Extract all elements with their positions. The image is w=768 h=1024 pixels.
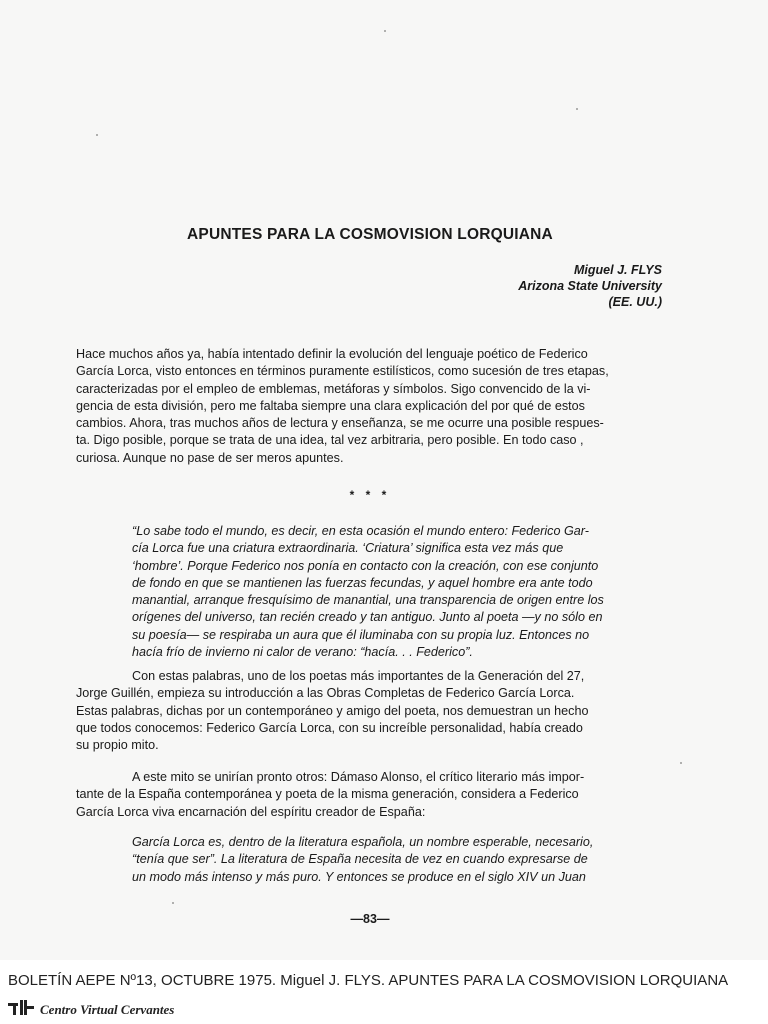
footer-text: Centro Virtual Cervantes (40, 1002, 175, 1017)
text-line: caracterizadas por el empleo de emblemas, metáforas y símbolos. Sigo convencido de la vi- (76, 381, 591, 396)
text-line: ta. Digo posible, porque se trata de una idea, tal vez arbitraria, pero posible. En todo caso , (76, 433, 584, 448)
intro-paragraph (76, 346, 664, 467)
text-line: que todos conocemos: Federico García Lorca, con su increíble personalidad, había creado (76, 720, 583, 735)
footer-brand[interactable] (8, 1000, 174, 1020)
scan-speck (680, 762, 682, 764)
cervantes-logo-icon (8, 1000, 34, 1021)
scan-speck (96, 134, 98, 136)
text-line: manantial, arranque fresquísimo de manantial, una transparencia de origen entre los (132, 593, 604, 608)
text-line: hacía frío de invierno ni calor de verano: “hacía. . . Federico”. (132, 645, 473, 660)
text-line: “tenía que ser”. La literatura de España necesita de vez en cuando expresarse de (132, 852, 588, 867)
scan-speck (384, 30, 386, 32)
text-line: gencia de esta división, pero me faltaba siempre una clara explicación del por qué de estos (76, 398, 585, 413)
text-line: García Lorca, visto entonces en términos puramente estilísticos, como sucesión de tres etapas, (76, 364, 609, 379)
author-affiliation: Arizona State University (518, 279, 662, 293)
text-line: A este mito se unirían pronto otros: Dámaso Alonso, el crítico literario más impor- (132, 770, 585, 784)
author-name: Miguel J. FLYS (574, 263, 662, 277)
paragraph-guillen (76, 668, 664, 754)
text-line: orígenes del universo, tan recién creado y tan antiguo. Junto al poeta —y no sólo en (132, 610, 603, 625)
text-line: tante de la España contemporánea y poeta de la misma generación, considera a Federico (76, 787, 579, 802)
text-line: Jorge Guillén, empieza su introducción a las Obras Completas de Federico García Lorca. (76, 686, 575, 701)
text-line: Hace muchos años ya, había intentado definir la evolución del lenguaje poético de Federico (76, 347, 588, 361)
text-line: García Lorca es, dentro de la literatura española, un nombre esperable, necesario, (132, 835, 594, 849)
block-quote-guillen (132, 523, 664, 661)
scan-speck (172, 902, 174, 904)
text-line: Con estas palabras, uno de los poetas más importantes de la Generación del 27, (132, 669, 585, 683)
page-number: —83— (350, 912, 390, 926)
section-separator: * * * (349, 488, 391, 502)
text-line: ‘hombre’. Porque Federico nos ponía en contacto con la creación, con ese conjunto (132, 558, 599, 573)
author-block (518, 262, 662, 310)
text-line: curiosa. Aunque no pase de ser meros apuntes. (76, 450, 344, 465)
text-line: “Lo sabe todo el mundo, es decir, en esta ocasión el mundo entero: Federico Gar- (132, 524, 589, 538)
text-line: García Lorca viva encarnación del espíritu creador de España: (76, 804, 426, 819)
text-line: cambios. Ahora, tras muchos años de lectura y enseñanza, se me ocurre una posible respues- (76, 416, 604, 431)
text-line: cía Lorca fue una criatura extraordinaria. ‘Criatura’ significa esta vez más que (132, 541, 564, 556)
article-title: APUNTES PARA LA COSMOVISION LORQUIANA (187, 226, 553, 243)
text-line: su propio mito. (76, 738, 159, 753)
text-line: un modo más intenso y más puro. Y entonces se produce en el siglo XIV un Juan (132, 869, 586, 884)
text-line: Estas palabras, dichas por un contemporáneo y amigo del poeta, nos demuestran un hecho (76, 703, 589, 718)
block-quote-damaso (132, 834, 664, 886)
text-line: su poesía— se respiraba un aura que él iluminaba con su propia luz. Entonces no (132, 627, 590, 642)
author-country: (EE. UU.) (608, 295, 662, 309)
paragraph-damaso (76, 769, 664, 821)
citation-caption: BOLETÍN AEPE Nº13, OCTUBRE 1975. Miguel J. FLYS. APUNTES PARA LA COSMOVISION LORQUIANA (8, 972, 729, 989)
text-line: de fondo en que se mantienen las fuerzas fecundas, y aquel hombre era ante todo (132, 575, 593, 590)
scan-speck (576, 108, 578, 110)
